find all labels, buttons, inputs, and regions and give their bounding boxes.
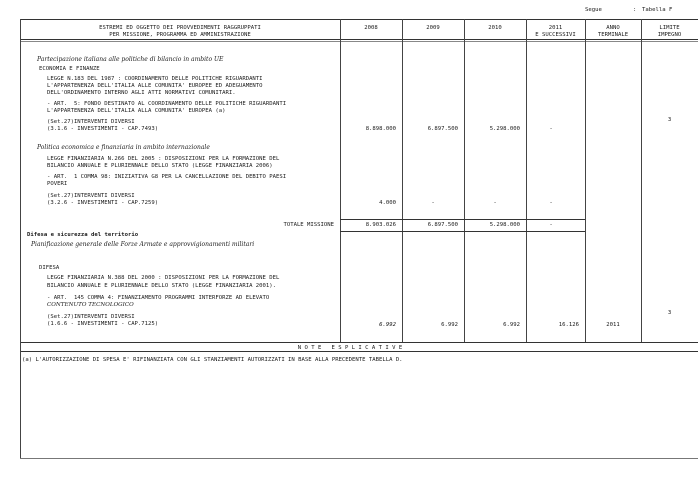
- note-a-text: (a) L'AUTORIZZAZIONE DI SPESA E' RIFINANZIATA CON GLI STANZIAMENTI AUTORIZZATI IN BASE ALLA PRECEDENTE TABELLA D.: [22, 357, 403, 363]
- totale-2009: 6.897.500: [427, 222, 458, 228]
- tabella-label: Tabella F: [642, 7, 673, 13]
- articolo-3-line1: - ART. 145 COMMA 4: FINANZIAMENTO PROGRAMMI INTERFORZE AD ELEVATO: [47, 295, 270, 301]
- col-sep-anno: [585, 19, 586, 342]
- totale-missione-label: TOTALE MISSIONE: [283, 222, 334, 228]
- col-sep-2009: [402, 19, 403, 342]
- legge-3-line1: LEGGE FINANZIARIA N.388 DEL 2000 : DISPOSIZIONI PER LA FORMAZIONE DEL: [47, 275, 280, 281]
- header-impegno: IMPEGNO: [657, 32, 682, 38]
- settore-2-line1: (Set.27)INTERVENTI DIVERSI: [47, 193, 135, 199]
- segue-separator: :: [633, 7, 637, 13]
- settore-3-line1: (Set.27)INTERVENTI DIVERSI: [47, 314, 135, 320]
- col-sep-2010: [464, 19, 465, 342]
- articolo-2-line2: POVERI: [47, 181, 68, 187]
- header-desc-line1: ESTREMI ED OGGETTO DEI PROVVEDIMENTI RAGGRUPPATI: [99, 25, 261, 31]
- header-limite: LIMITE: [659, 25, 680, 31]
- page-bottom-rule: [20, 458, 698, 459]
- col-sep-2008: [340, 19, 341, 342]
- table-top-rule: [20, 19, 698, 20]
- legge-1-line2: L'APPARTENENZA DELL'ITALIA ALLE COMUNITA' EUROPEE ED ADEGUAMENTO: [47, 83, 263, 89]
- col-sep-2011: [526, 19, 527, 342]
- settore-1-line1: (Set.27)INTERVENTI DIVERSI: [47, 119, 135, 125]
- legge-2-line1: LEGGE FINANZIARIA N.266 DEL 2005 : DISPOSIZIONI PER LA FORMAZIONE DEL: [47, 156, 280, 162]
- row3-limite: 3: [667, 310, 672, 316]
- totale-2008: 8.903.026: [365, 222, 396, 228]
- row3-2009: 6.992: [441, 322, 458, 328]
- legge-1-line3: DELL'ORDINAMENTO INTERNO AGLI ATTI NORMATIVI COMUNITARI.: [47, 90, 236, 96]
- header-2009: 2009: [426, 25, 440, 31]
- header-terminale: TERMINALE: [597, 32, 629, 38]
- row3-2011: 16.126: [558, 322, 579, 328]
- row1-limite: 3: [667, 117, 672, 123]
- programma-title-3: Pianificazione generale delle Forze Armate e approvvigionamenti militari: [31, 241, 255, 248]
- totale-2011: -: [549, 222, 553, 228]
- legge-1-line1: LEGGE N.183 DEL 1987 : COORDINAMENTO DELLE POLITICHE RIGUARDANTI: [47, 76, 263, 82]
- header-successivi: E SUCCESSIVI: [535, 32, 576, 38]
- articolo-1-line1: - ART. 5: FONDO DESTINATO AL COORDINAMENTO DELLE POLITICHE RIGUARDANTI: [47, 101, 287, 107]
- settore-2-line2: (3.2.6 - INVESTIMENTI - CAP.7259): [47, 200, 159, 206]
- row1-2009: 6.897.500: [427, 126, 458, 132]
- row1-2011: -: [549, 126, 553, 132]
- amministrazione-2: DIFESA: [39, 265, 60, 271]
- articolo-1-line2: L'APPARTENENZA DELL'ITALIA ALLA COMUNITA' EUROPEA (a): [47, 108, 226, 114]
- totale-bottom-rule: [340, 231, 585, 232]
- header-2010: 2010: [488, 25, 502, 31]
- row2-2009: -: [431, 200, 435, 206]
- header-2011: 2011: [548, 25, 563, 31]
- notes-top-rule: [20, 342, 698, 343]
- col-sep-limite: [641, 19, 642, 342]
- header-anno: ANNO: [606, 25, 620, 31]
- row3-2008: 6.992: [379, 322, 396, 328]
- row1-2008: 8.898.000: [365, 126, 396, 132]
- header-2008: 2008: [364, 25, 378, 31]
- header-bottom-rule-2: [20, 41, 698, 42]
- programma-title-2: Politica economica e finanziaria in ambito internazionale: [37, 144, 210, 151]
- legge-2-line2: BILANCIO ANNUALE E PLURIENNALE DELLO STATO (LEGGE FINANZIARIA 2006): [47, 163, 273, 169]
- row2-2010: -: [493, 200, 497, 206]
- amministrazione-1: ECONOMIA E FINANZE: [39, 66, 100, 72]
- row3-2010: 6.992: [503, 322, 520, 328]
- settore-3-line2: (1.6.6 - INVESTIMENTI - CAP.7125): [47, 321, 159, 327]
- row2-2008: 4.000: [379, 200, 396, 206]
- articolo-3-line2: CONTENUTO TECNOLOGICO: [47, 302, 134, 308]
- col-sep-left: [20, 19, 21, 458]
- notes-title: N O T E E S P L I C A T I V E: [297, 345, 403, 351]
- row1-2010: 5.298.000: [489, 126, 520, 132]
- programma-title-1: Partecipazione italiana alle politiche di bilancio in ambito UE: [37, 56, 224, 63]
- header-desc-line2: PER MISSIONE, PROGRAMMA ED AMMINISTRAZIONE: [109, 32, 251, 38]
- missione-title-2: Difesa e sicurezza del territorio: [27, 232, 139, 238]
- settore-1-line2: (3.1.6 - INVESTIMENTI - CAP.7493): [47, 126, 159, 132]
- header-bottom-rule: [20, 39, 698, 40]
- segue-label: Segue: [585, 7, 602, 13]
- totale-2010: 5.298.000: [489, 222, 520, 228]
- articolo-2-line1: - ART. 1 COMMA 98: INIZIATIVA G8 PER LA CANCELLAZIONE DEL DEBITO PAESI: [47, 174, 287, 180]
- totale-top-rule: [340, 219, 585, 220]
- row2-2011: -: [549, 200, 553, 206]
- row3-anno: 2011: [606, 322, 620, 328]
- notes-title-rule: [20, 351, 698, 352]
- legge-3-line2: BILANCIO ANNUALE E PLURIENNALE DELLO STATO (LEGGE FINANZIARIA 2001).: [47, 283, 277, 289]
